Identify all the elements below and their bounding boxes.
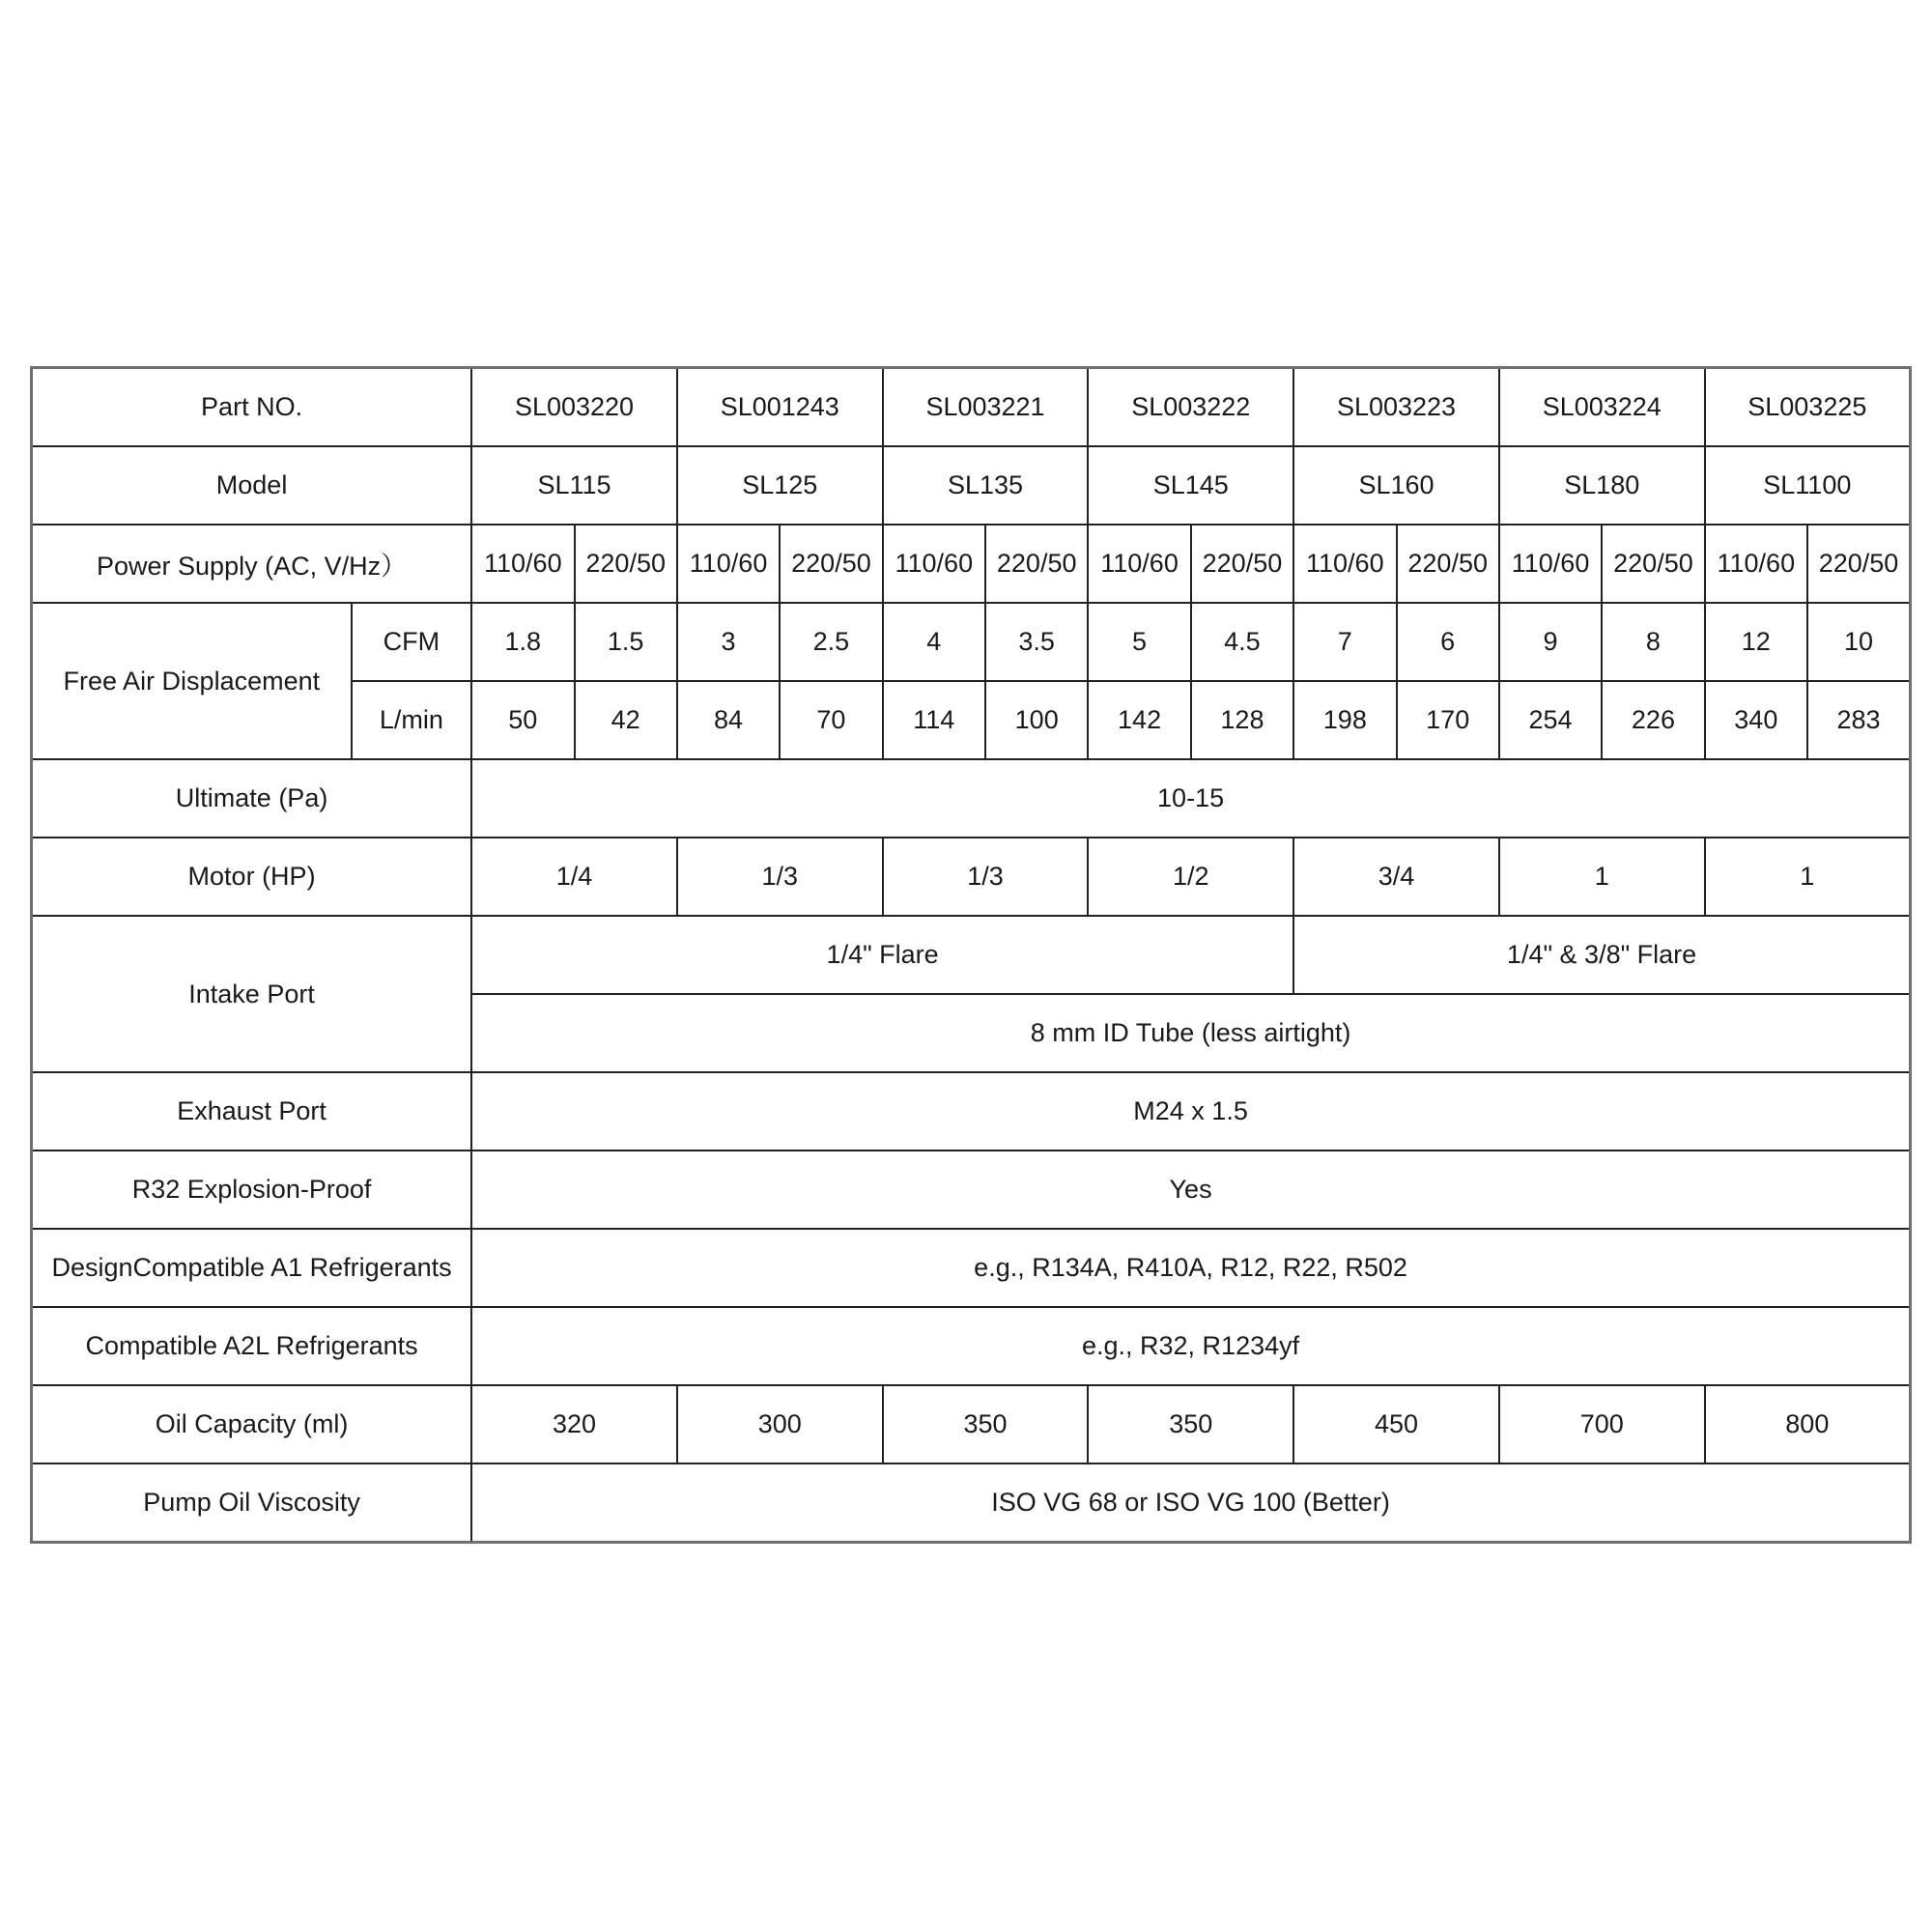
free-air-lmin-value: 128	[1191, 681, 1293, 759]
free-air-cfm-value: 8	[1602, 603, 1704, 681]
intake-flare-large: 1/4" & 3/8" Flare	[1293, 916, 1910, 994]
free-air-cfm-value: 10	[1807, 603, 1911, 681]
free-air-label: Free Air Displacement	[32, 603, 352, 759]
oil-capacity-value: 800	[1705, 1385, 1911, 1463]
viscosity-row	[32, 1463, 1911, 1543]
power-supply-value: 220/50	[1602, 525, 1704, 603]
free-air-cfm-value: 1.8	[471, 603, 574, 681]
power-supply-value: 110/60	[883, 525, 985, 603]
power-supply-value: 110/60	[1088, 525, 1190, 603]
viscosity-label: Pump Oil Viscosity	[32, 1463, 472, 1543]
free-air-lmin-value: 226	[1602, 681, 1704, 759]
free-air-lmin-value: 170	[1397, 681, 1499, 759]
free-air-cfm-value: 2.5	[780, 603, 882, 681]
ultimate-value: 10-15	[471, 759, 1910, 838]
free-air-cfm-value: 9	[1499, 603, 1602, 681]
power-supply-label: Power Supply (AC, V/Hz）	[32, 525, 472, 603]
part-no-row	[32, 368, 1911, 447]
motor-label: Motor (HP)	[32, 838, 472, 916]
free-air-lmin-value: 84	[677, 681, 780, 759]
motor-value: 1/2	[1088, 838, 1293, 916]
power-supply-value: 220/50	[1397, 525, 1499, 603]
motor-value: 1/4	[471, 838, 677, 916]
free-air-lmin-value: 70	[780, 681, 882, 759]
ultimate-row	[32, 759, 1911, 838]
power-supply-value: 220/50	[780, 525, 882, 603]
oil-capacity-value: 300	[677, 1385, 883, 1463]
a1-refrigerants-row	[32, 1229, 1911, 1307]
model-value: SL180	[1499, 446, 1705, 525]
a1-refrigerants-label: DesignCompatible A1 Refrigerants	[32, 1229, 472, 1307]
free-air-cfm-value: 1.5	[575, 603, 677, 681]
oil-capacity-label: Oil Capacity (ml)	[32, 1385, 472, 1463]
model-value: SL125	[677, 446, 883, 525]
viscosity-value: ISO VG 68 or ISO VG 100 (Better)	[471, 1463, 1910, 1543]
part-no-value: SL003220	[471, 368, 677, 447]
exhaust-port-row	[32, 1072, 1911, 1151]
free-air-lmin-value: 340	[1705, 681, 1807, 759]
free-air-lmin-value: 142	[1088, 681, 1190, 759]
r32-value: Yes	[471, 1151, 1910, 1229]
power-supply-value: 110/60	[1293, 525, 1396, 603]
a1-refrigerants-value: e.g., R134A, R410A, R12, R22, R502	[471, 1229, 1910, 1307]
oil-capacity-value: 700	[1499, 1385, 1705, 1463]
motor-value: 1	[1705, 838, 1911, 916]
free-air-cfm-value: 4	[883, 603, 985, 681]
power-supply-value: 110/60	[1705, 525, 1807, 603]
part-no-value: SL003222	[1088, 368, 1293, 447]
motor-value: 1/3	[883, 838, 1089, 916]
free-air-cfm-value: 6	[1397, 603, 1499, 681]
oil-capacity-value: 450	[1293, 1385, 1499, 1463]
part-no-value: SL003224	[1499, 368, 1705, 447]
power-supply-row	[32, 525, 1911, 603]
free-air-lmin-value: 100	[985, 681, 1088, 759]
power-supply-value: 110/60	[1499, 525, 1602, 603]
intake-port-flare-row	[32, 916, 1911, 994]
intake-port-label: Intake Port	[32, 916, 472, 1072]
model-row	[32, 446, 1911, 525]
r32-label: R32 Explosion-Proof	[32, 1151, 472, 1229]
free-air-cfm-value: 12	[1705, 603, 1807, 681]
model-value: SL1100	[1705, 446, 1911, 525]
part-no-value: SL003223	[1293, 368, 1499, 447]
motor-value: 1	[1499, 838, 1705, 916]
a2l-refrigerants-value: e.g., R32, R1234yf	[471, 1307, 1910, 1385]
lmin-unit-label: L/min	[352, 681, 471, 759]
model-label: Model	[32, 446, 472, 525]
model-value: SL160	[1293, 446, 1499, 525]
free-air-cfm-value: 7	[1293, 603, 1396, 681]
free-air-cfm-value: 3	[677, 603, 780, 681]
free-air-lmin-value: 114	[883, 681, 985, 759]
motor-value: 3/4	[1293, 838, 1499, 916]
exhaust-port-label: Exhaust Port	[32, 1072, 472, 1151]
motor-row	[32, 838, 1911, 916]
model-value: SL115	[471, 446, 677, 525]
free-air-cfm-value: 5	[1088, 603, 1190, 681]
oil-capacity-value: 320	[471, 1385, 677, 1463]
free-air-lmin-value: 198	[1293, 681, 1396, 759]
free-air-cfm-value: 3.5	[985, 603, 1088, 681]
free-air-lmin-value: 42	[575, 681, 677, 759]
intake-tube: 8 mm ID Tube (less airtight)	[471, 994, 1910, 1072]
a2l-refrigerants-row	[32, 1307, 1911, 1385]
model-value: SL135	[883, 446, 1089, 525]
exhaust-port-value: M24 x 1.5	[471, 1072, 1910, 1151]
power-supply-value: 220/50	[1191, 525, 1293, 603]
r32-row	[32, 1151, 1911, 1229]
power-supply-value: 220/50	[575, 525, 677, 603]
motor-value: 1/3	[677, 838, 883, 916]
part-no-value: SL001243	[677, 368, 883, 447]
power-supply-value: 110/60	[471, 525, 574, 603]
intake-flare-small: 1/4" Flare	[471, 916, 1293, 994]
part-no-value: SL003225	[1705, 368, 1911, 447]
free-air-cfm-value: 4.5	[1191, 603, 1293, 681]
part-no-value: SL003221	[883, 368, 1089, 447]
power-supply-value: 110/60	[677, 525, 780, 603]
a2l-refrigerants-label: Compatible A2L Refrigerants	[32, 1307, 472, 1385]
free-air-cfm-row	[32, 603, 1911, 681]
spec-table	[30, 366, 1912, 1544]
oil-capacity-value: 350	[1088, 1385, 1293, 1463]
power-supply-value: 220/50	[1807, 525, 1911, 603]
oil-capacity-value: 350	[883, 1385, 1089, 1463]
ultimate-label: Ultimate (Pa)	[32, 759, 472, 838]
cfm-unit-label: CFM	[352, 603, 471, 681]
model-value: SL145	[1088, 446, 1293, 525]
free-air-lmin-value: 50	[471, 681, 574, 759]
free-air-lmin-value: 254	[1499, 681, 1602, 759]
part-no-label: Part NO.	[32, 368, 472, 447]
power-supply-value: 220/50	[985, 525, 1088, 603]
oil-capacity-row	[32, 1385, 1911, 1463]
free-air-lmin-value: 283	[1807, 681, 1911, 759]
